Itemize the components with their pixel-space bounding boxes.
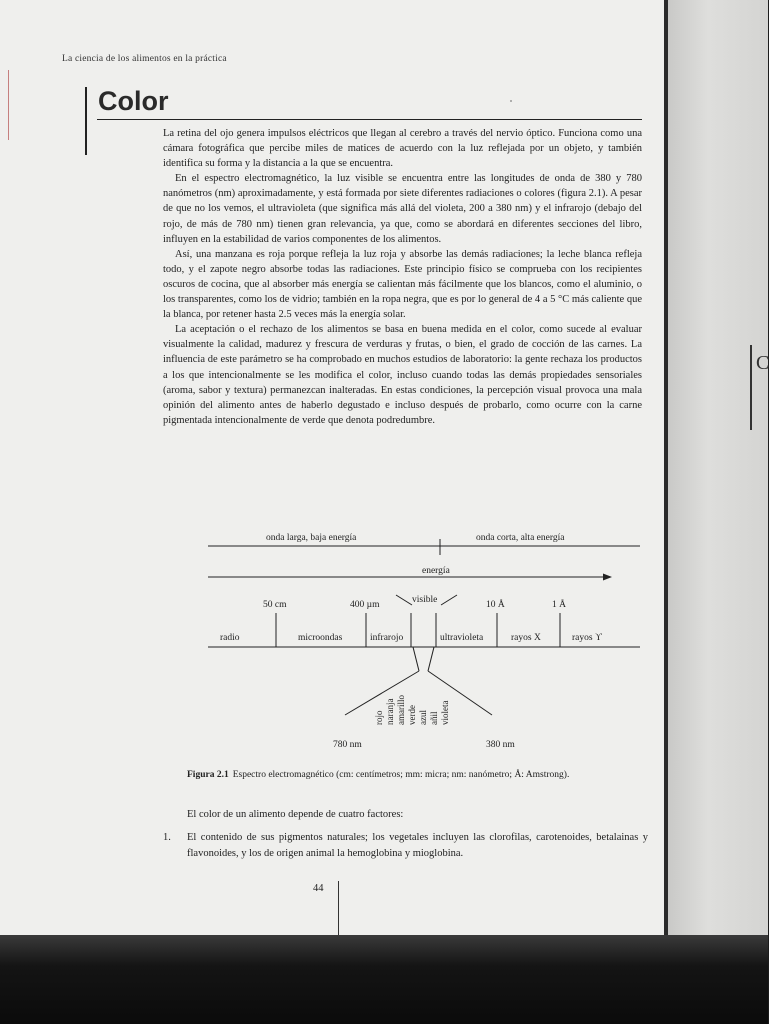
list-item-text: El contenido de sus pigmentos naturales; los vegetales incluyen las clorofilas, carotenoides, betalainas y flavonoides, y los de origen animal la hemoglobina y mioglobina. [187,832,648,859]
band-microondas: microondas [298,633,343,643]
caption-label: Figura 2.1 [187,770,229,780]
color-amarillo: amarillo [396,695,406,725]
tick-1A: 1 Å [552,600,566,610]
visible-bracket-right [441,595,457,605]
next-page-letter: C [756,352,769,374]
color-anil: añil [429,711,439,725]
caption-text: Espectro electromagnético (cm: centímetros; mm: micra; nm: nanómetro; Å: Amstrong). [232,770,570,780]
band-ultravioleta: ultravioleta [440,633,484,643]
tick-10A: 10 Å [486,600,505,610]
spectrum-figure [200,525,640,765]
tick-50cm: 50 cm [263,600,287,610]
paragraph: La retina del ojo genera impulsos eléctricos que llegan al cerebro a través del nervio óptico. Funciona como una cámara fotográfica que percibe miles de matices de acuerdo con la luz reflejada por un objeto, y también identifica su forma y la distancia a la que se encuentra. [163,128,642,170]
short-wave-label: onda corta, alta energía [476,533,565,543]
nm-780-label: 780 nm [333,740,362,750]
fan-stem-left [413,647,419,671]
title-rule [97,119,642,120]
visible-bracket-left [396,595,412,605]
long-wave-label: onda larga, baja energía [266,533,357,543]
list-item-number: 1. [163,832,171,843]
band-rayos-x: rayos X [511,633,541,643]
color-violeta: violeta [440,700,450,725]
spectrum-diagram [200,525,640,765]
fan-stem-right [428,647,434,671]
tick-visible: visible [412,595,438,605]
running-head: La ciencia de los alimentos en la práctica [62,54,227,64]
page-edge-mark [8,70,9,140]
figure-caption [187,769,647,782]
band-infrarojo: infrarojo [370,633,404,643]
band-rayos-gamma: rayos ϒ [572,633,602,643]
color-naranja: naranja [385,698,395,725]
color-rojo: rojo [374,710,384,725]
title-side-bar [85,87,87,155]
chapter-title: Color [98,86,169,116]
energy-label: energía [422,566,450,576]
fan-edge-right [428,671,492,715]
color-verde: verde [407,705,417,725]
band-radio: radio [220,633,240,643]
page-number-rule [338,881,339,936]
next-page-sidebar-line [750,345,752,430]
scanner-shadow [0,935,768,1024]
factors-intro: El color de un alimento depende de cuatro factores: [187,809,404,820]
page-number: 44 [313,883,324,894]
book-page-right-peek [668,0,768,940]
color-azul: azul [418,710,428,725]
body-text [163,126,642,428]
paragraph: En el espectro electromagnético, la luz visible se encuentra entre las longitudes de onda de 380 y 780 nanómetros (nm) aproximadamente, y está formada por siete diferentes radiaciones o colores (figura 2.1). A pesar de que no los vemos, el ultravioleta (que significa más allá del violeta, 200 a 380 nm) y el infrarojo (debajo del rojo, de más de 780 nm) tienen gran relevancia, ya que, como se abordará en diferentes secciones del libro, influyen en la estabilidad de varios componentes de los alimentos. [163,173,642,245]
nm-380-label: 380 nm [486,740,515,750]
paragraph: La aceptación o el rechazo de los alimentos se basa en buena medida en el color, como sucede al evaluar visualmente la calidad, madurez y frescura de verduras y frutas, o bien, el grado de cocción de las carnes. La influencia de este parámetro se ha comprobado en muchos estudios de laboratorio: la gente rechaza los productos a los que intencionalmente se les modifica el color, incluso cuando todas las demás propiedades sensoriales (aroma, sabor y textura) permanezcan inalteradas. En estas condiciones, la percepción visual provoca una mala opinión del alimento antes de haberlo degustado e incluso después de probarlo, como ocurre con la carne pigmentada intencionalmente de verde que denota podredumbre. [163,324,642,426]
stray-mark [510,100,512,102]
paragraph: Así, una manzana es roja porque refleja la luz roja y absorbe las demás radiaciones; la leche blanca refleja todo, y el zapote negro absorbe todas las radiaciones. Este principio físico se comprueba con los recipientes oscuros de cocina, que al absorber más energía se calientan más fácilmente que los blancos, como el aluminio, o los transparentes, como los de vidrio; también en la ropa negra, que es por lo general de 4 a 5 °C más caliente que la blanca, por retener hasta 2.5 veces más la energía solar. [163,248,642,321]
tick-400um: 400 µm [350,600,380,610]
energy-arrow-head [603,574,612,581]
